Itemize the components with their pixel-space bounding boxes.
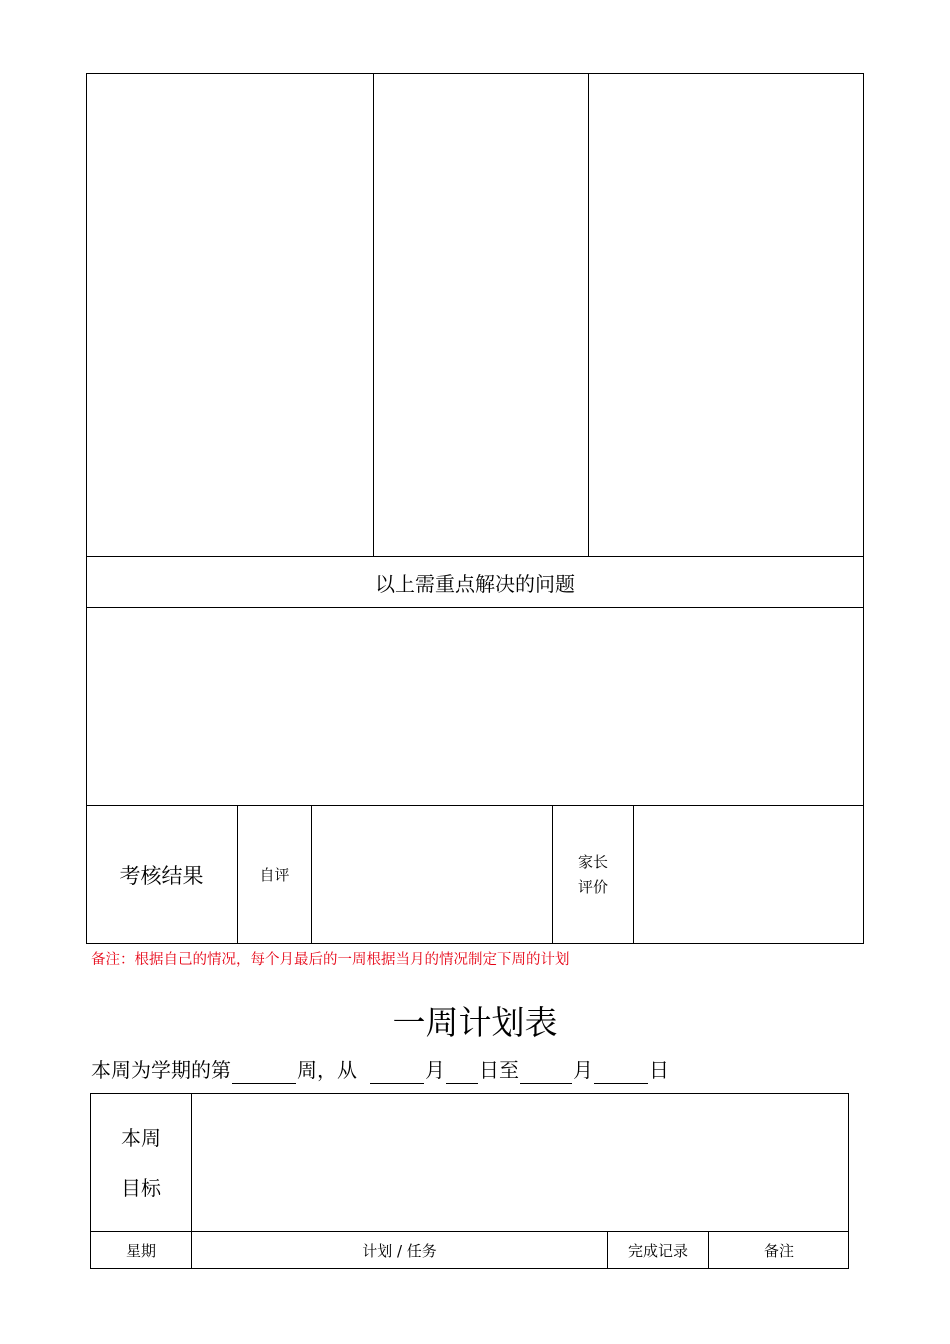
intro-text-5: 月 — [573, 1058, 593, 1082]
problems-content-area[interactable] — [87, 608, 863, 805]
parent-eval-field[interactable] — [634, 806, 863, 943]
col-header-remarks — [709, 1232, 849, 1269]
col-header-weekday — [91, 1232, 191, 1269]
note-text: 备注：根据自己的情况，每个月最后的一周根据当月的情况制定下周的计划 — [91, 952, 570, 968]
goal-label-line2: 目标 — [121, 1175, 161, 1200]
col-header-completion — [608, 1232, 708, 1269]
col-header-plan-task-text: 计划 / 任务 — [362, 1242, 437, 1260]
intro-text-2: 周，从 — [297, 1058, 357, 1082]
assessment-label — [86, 806, 237, 943]
col-header-remarks-text: 备注 — [763, 1242, 794, 1260]
col-header-completion-text: 完成记录 — [627, 1242, 688, 1260]
parent-eval-label — [553, 806, 633, 943]
top-col-divider-2 — [588, 73, 589, 557]
top-col-divider-1 — [373, 73, 374, 557]
weekly-plan-title: 一周计划表 — [392, 1003, 558, 1042]
week-number-blank[interactable] — [232, 1063, 296, 1084]
goal-field[interactable] — [192, 1094, 848, 1231]
self-eval-label-text: 自评 — [259, 866, 290, 884]
col-header-plan-task — [192, 1232, 607, 1269]
start-month-blank[interactable] — [370, 1063, 424, 1084]
weekly-plan-intro — [91, 1056, 669, 1084]
start-day-blank[interactable] — [446, 1063, 478, 1084]
intro-text-3: 月 — [425, 1058, 445, 1082]
col-header-weekday-text: 星期 — [125, 1242, 156, 1260]
assessment-label-text: 考核结果 — [119, 863, 204, 888]
parent-eval-label-line2: 评价 — [577, 877, 608, 896]
goal-label-line1: 本周 — [121, 1125, 161, 1150]
end-month-blank[interactable] — [520, 1063, 572, 1084]
parent-eval-label-line1: 家长 — [577, 852, 608, 871]
problems-header-text: 以上需重点解决的问题 — [375, 571, 575, 596]
intro-text-6: 日 — [649, 1058, 669, 1082]
end-day-blank[interactable] — [594, 1063, 648, 1084]
problems-header — [86, 557, 864, 607]
self-eval-label — [238, 806, 311, 943]
intro-text-1: 本周为学期的第 — [91, 1058, 231, 1082]
goal-label — [91, 1094, 191, 1231]
self-eval-field[interactable] — [312, 806, 552, 943]
intro-text-4: 日至 — [479, 1058, 519, 1082]
